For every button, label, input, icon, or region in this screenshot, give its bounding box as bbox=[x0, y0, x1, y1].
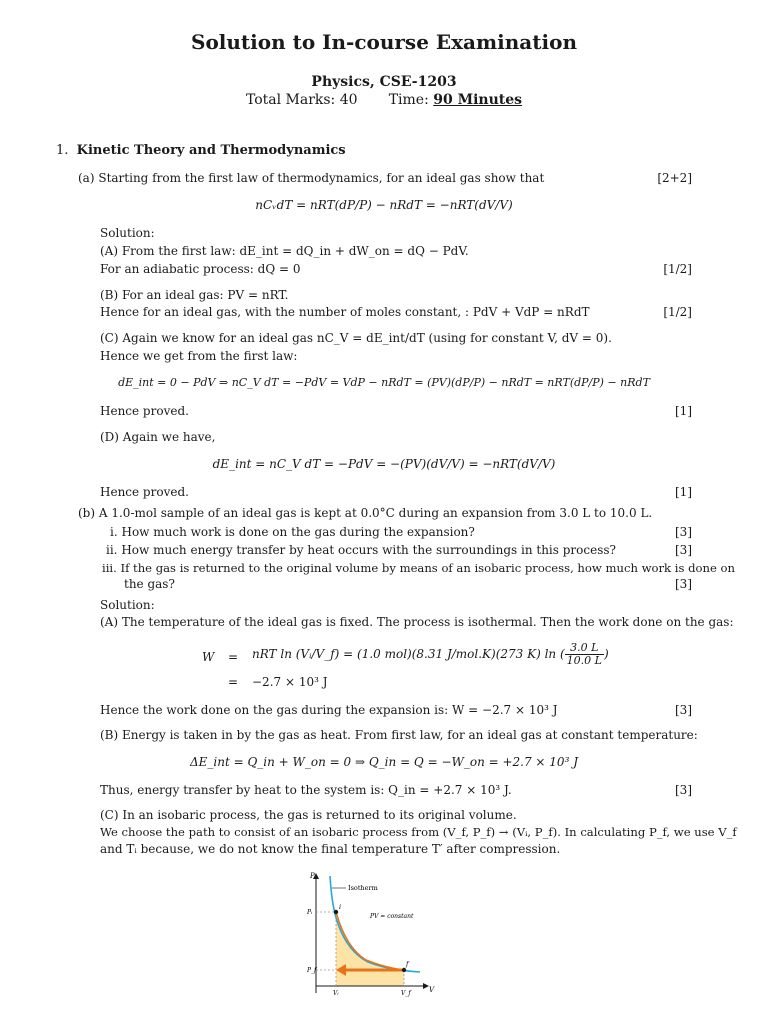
fraction-denominator: 10.0 L bbox=[566, 654, 602, 667]
marks-time-line bbox=[0, 92, 768, 108]
part-a-equation: nCᵥdT = nRT(dP/P) − nRdT = −nRT(dV/V) bbox=[255, 198, 513, 212]
total-marks: Total Marks: 40 bbox=[245, 92, 358, 108]
section-number: 1. bbox=[56, 143, 69, 158]
sol-b-line1: (B) Energy is taken in by the gas as heat. From first law, for an ideal gas at constant temperature: bbox=[100, 728, 698, 742]
work-lhs bbox=[202, 650, 214, 664]
sol-c-line2: We choose the path to consist of an isobaric process from (V_f, P_f) → (Vᵢ, P_f). In calculating P_f, we use V_f bbox=[100, 825, 737, 839]
part-b-i-text: How much work is done on the gas during the expansion? bbox=[121, 525, 475, 539]
course-code: Physics, CSE-1203 bbox=[311, 74, 457, 90]
part-b-question bbox=[78, 506, 652, 520]
solution2-label: Solution: bbox=[100, 598, 155, 612]
part-b-ii-marks: [3] bbox=[675, 543, 692, 557]
step-c-line2: Hence we get from the first law: bbox=[100, 349, 298, 363]
point-f-label: f bbox=[406, 960, 409, 968]
sol-a-result: Hence the work done on the gas during the expansion is: W = −2.7 × 10³ J bbox=[100, 703, 558, 717]
work-rhs1-close: ) bbox=[603, 647, 609, 661]
sol-a-marks: [3] bbox=[675, 703, 692, 717]
vf-label: V_f bbox=[401, 990, 411, 997]
step-d-proved: Hence proved. bbox=[100, 485, 189, 499]
step-d-marks: [1] bbox=[675, 485, 692, 499]
vi-label: Vᵢ bbox=[333, 990, 339, 997]
sol-b-marks: [3] bbox=[675, 783, 692, 797]
step-a-line1: (A) From the first law: dE_int = dQ_in + dW_on = dQ − PdV. bbox=[100, 244, 469, 258]
pi-label: Pᵢ bbox=[307, 909, 313, 916]
sol-b-equation: ΔE_int = Q_in + W_on = 0 ⇒ Q_in = Q = −W_on = +2.7 × 10³ J bbox=[189, 755, 579, 769]
axis-p-label: P bbox=[310, 872, 315, 880]
work-rhs2: −2.7 × 10³ J bbox=[252, 675, 328, 689]
isotherm-label: Isotherm bbox=[348, 884, 378, 892]
part-b-text: A 1.0-mol sample of an ideal gas is kept at 0.0°C during an expansion from 3.0 L to 10.0 L. bbox=[98, 506, 653, 520]
part-b-i-label: i. bbox=[110, 525, 118, 539]
work-eq1: = bbox=[228, 650, 239, 664]
step-c-line1: (C) Again we know for an ideal gas nC_V = dE_int/dT (using for constant V, dV = 0). bbox=[100, 331, 612, 345]
point-i-marker bbox=[334, 910, 338, 914]
work-rhs1-text: nRT ln (Vᵢ/V_f) = (1.0 mol)(8.31 J/mol.K)(273 K) ln ( bbox=[252, 647, 565, 661]
sol-b-result: Thus, energy transfer by heat to the system is: Q_in = +2.7 × 10³ J. bbox=[100, 783, 512, 797]
part-b-ii-text: How much energy transfer by heat occurs with the surroundings in this process? bbox=[121, 543, 616, 557]
part-b-iii bbox=[102, 561, 735, 575]
part-b-i bbox=[110, 525, 475, 539]
pv-diagram bbox=[296, 868, 436, 1008]
work-area-fill bbox=[336, 912, 404, 986]
point-f-marker bbox=[402, 968, 406, 972]
part-b-iii-cont: the gas? bbox=[124, 577, 175, 591]
part-b-iii-label: iii. bbox=[102, 561, 117, 575]
fraction-numerator: 3.0 L bbox=[565, 642, 604, 655]
part-b-ii-label: ii. bbox=[106, 543, 118, 557]
part-b-iii-text: If the gas is returned to the original volume by means of an isobaric process, how much work is done on bbox=[120, 561, 735, 575]
sol-a-line1: (A) The temperature of the ideal gas is fixed. The process is isothermal. Then the work done on the gas: bbox=[100, 615, 734, 629]
time-value: 90 Minutes bbox=[433, 92, 523, 108]
section-heading bbox=[56, 143, 346, 158]
step-d-line1: (D) Again we have, bbox=[100, 430, 216, 444]
pv-constant-label: PV = constant bbox=[370, 913, 414, 920]
work-rhs1 bbox=[252, 642, 609, 667]
step-c-equation: dE_int = 0 − PdV ⇒ nC_V dT = −PdV = VdP − nRdT = (PV)(dP/P) − nRdT = nRT(dP/P) − nRdT bbox=[118, 376, 650, 389]
step-a-marks: [1/2] bbox=[663, 262, 692, 276]
work-eq2: = bbox=[228, 675, 239, 689]
volume-ratio-fraction bbox=[565, 642, 604, 667]
document-title: Solution to In-course Examination bbox=[191, 30, 577, 54]
section-title: Kinetic Theory and Thermodynamics bbox=[76, 143, 346, 158]
work-symbol: W bbox=[202, 650, 215, 664]
part-a-marks: [2+2] bbox=[657, 171, 692, 185]
step-c-proved: Hence proved. bbox=[100, 404, 189, 418]
step-b-line2: Hence for an ideal gas, with the number of moles constant, : PdV + VdP = nRdT bbox=[100, 305, 590, 319]
part-b-iii-marks: [3] bbox=[675, 577, 692, 591]
step-b-line1: (B) For an ideal gas: PV = nRT. bbox=[100, 288, 289, 302]
part-a-text: Starting from the first law of thermodynamics, for an ideal gas show that bbox=[98, 171, 545, 185]
time-label: Time: bbox=[388, 92, 429, 108]
part-b-i-marks: [3] bbox=[675, 525, 692, 539]
step-b-marks: [1/2] bbox=[663, 305, 692, 319]
solution-label: Solution: bbox=[100, 226, 155, 240]
step-c-marks: [1] bbox=[675, 404, 692, 418]
part-a-label: (a) bbox=[78, 171, 95, 185]
step-d-equation: dE_int = nC_V dT = −PdV = −(PV)(dV/V) = −nRT(dV/V) bbox=[212, 457, 556, 471]
part-b-label: (b) bbox=[78, 506, 96, 520]
pf-label: P_f bbox=[307, 967, 317, 974]
axis-v-label: V bbox=[429, 986, 435, 994]
point-i-label: i bbox=[339, 903, 342, 911]
part-b-ii bbox=[106, 543, 616, 557]
part-a-question bbox=[78, 171, 544, 185]
sol-c-line1: (C) In an isobaric process, the gas is returned to its original volume. bbox=[100, 808, 517, 822]
step-a-line2: For an adiabatic process: dQ = 0 bbox=[100, 262, 301, 276]
sol-c-line3: and Tᵢ because, we do not know the final temperature T′ after compression. bbox=[100, 842, 561, 856]
